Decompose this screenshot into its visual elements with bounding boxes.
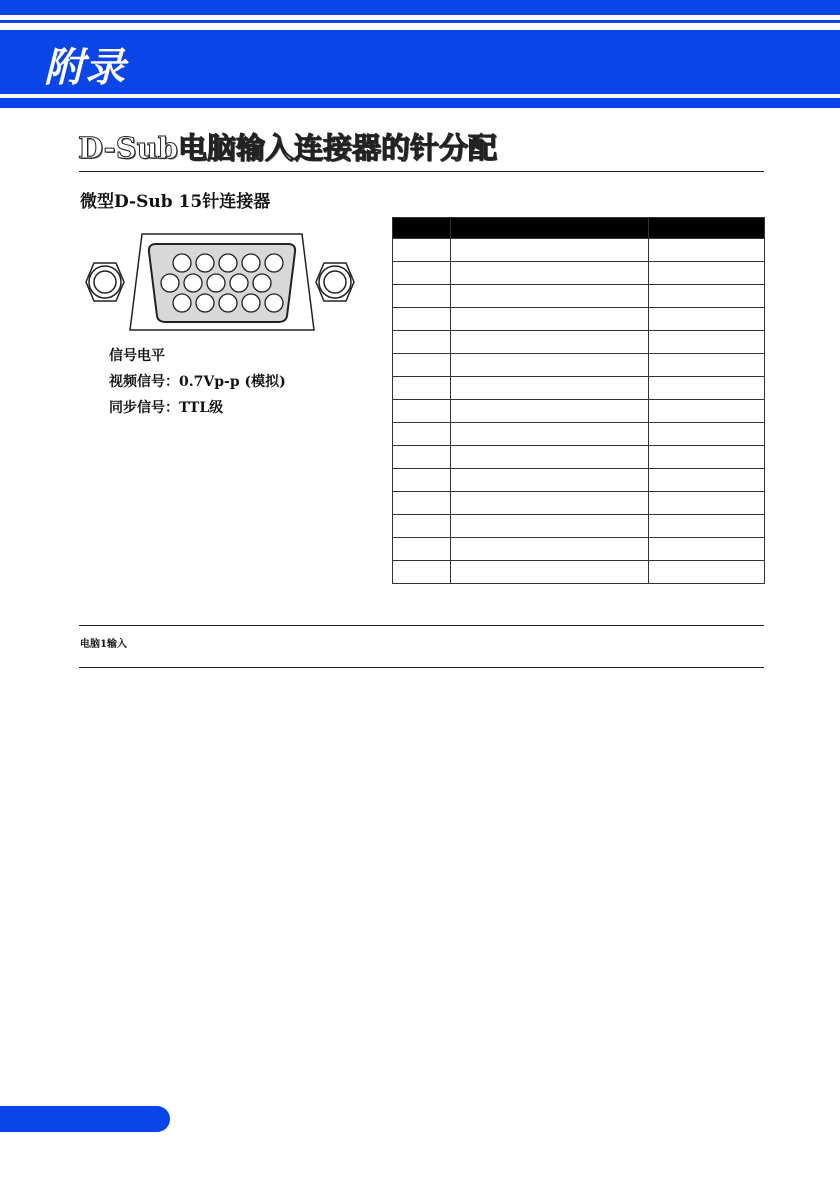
table-cell <box>393 469 451 492</box>
header-cell <box>451 218 649 239</box>
table-cell <box>451 400 649 423</box>
table-cell <box>451 446 649 469</box>
pin-hole <box>196 294 214 312</box>
table-row <box>393 400 765 423</box>
table-cell <box>649 331 765 354</box>
signal-level-heading: 信号电平 <box>109 348 165 364</box>
table-row <box>393 262 765 285</box>
table-row <box>393 308 765 331</box>
table-cell <box>649 515 765 538</box>
table-cell <box>393 446 451 469</box>
section-title: D-Sub电脑输入连接器的针分配 <box>78 131 498 165</box>
table-row <box>393 469 765 492</box>
pin-hole <box>196 254 214 272</box>
table-row <box>393 285 765 308</box>
table-cell <box>649 354 765 377</box>
table-cell <box>393 492 451 515</box>
table-cell <box>649 285 765 308</box>
pin-hole <box>230 274 248 292</box>
pin-assignment-table <box>392 217 765 584</box>
table-cell <box>393 331 451 354</box>
table-cell <box>393 561 451 584</box>
table-cell <box>451 515 649 538</box>
footnote-top-rule <box>79 625 764 626</box>
table-cell <box>393 262 451 285</box>
table-cell <box>393 285 451 308</box>
table-row <box>393 331 765 354</box>
table-cell <box>451 285 649 308</box>
table-row <box>393 446 765 469</box>
table-row <box>393 423 765 446</box>
pin-hole <box>173 254 191 272</box>
pin-hole <box>161 274 179 292</box>
table-cell <box>649 377 765 400</box>
table-cell <box>649 538 765 561</box>
header-thin-line <box>0 20 840 23</box>
connector-subtitle: 微型D-Sub 15针连接器 <box>80 192 271 212</box>
header-cell <box>649 218 765 239</box>
table-cell <box>451 469 649 492</box>
table-row <box>393 239 765 262</box>
table-cell <box>451 262 649 285</box>
signal-level-notes <box>109 343 286 421</box>
table-cell <box>451 308 649 331</box>
pin-hole <box>207 274 225 292</box>
sync-signal-text: 同步信号：TTL级 <box>109 400 224 416</box>
table-cell <box>451 354 649 377</box>
pin-hole <box>173 294 191 312</box>
table-cell <box>393 400 451 423</box>
pin-hole <box>219 294 237 312</box>
table-row <box>393 561 765 584</box>
table-cell <box>393 354 451 377</box>
chapter-title: 附录 <box>44 45 126 91</box>
table-cell <box>649 308 765 331</box>
table-row <box>393 538 765 561</box>
table-cell <box>649 492 765 515</box>
pin-hole <box>184 274 202 292</box>
table-cell <box>649 239 765 262</box>
table-cell <box>393 239 451 262</box>
pin-hole <box>265 294 283 312</box>
table-cell <box>451 492 649 515</box>
table-cell <box>451 423 649 446</box>
footnote-text: 电脑1输入 <box>80 639 127 650</box>
table-cell <box>451 239 649 262</box>
table-cell <box>451 331 649 354</box>
left-screw-hole <box>94 271 116 293</box>
table-cell <box>649 446 765 469</box>
table-cell <box>649 262 765 285</box>
pin-hole <box>253 274 271 292</box>
table-cell <box>393 515 451 538</box>
table-cell <box>451 561 649 584</box>
table-cell <box>393 377 451 400</box>
header-band <box>0 30 840 94</box>
table-row <box>393 354 765 377</box>
header-bottom-band <box>0 98 840 108</box>
table-row <box>393 515 765 538</box>
page-tab <box>0 1106 170 1132</box>
table-cell <box>451 377 649 400</box>
pin-hole <box>242 294 260 312</box>
header-top-band <box>0 0 840 15</box>
table-cell <box>649 469 765 492</box>
video-signal-text: 视频信号：0.7Vp-p (模拟) <box>109 374 286 390</box>
table-row <box>393 377 765 400</box>
pin-hole <box>265 254 283 272</box>
table-row <box>393 492 765 515</box>
pin-hole <box>242 254 260 272</box>
table-cell <box>649 561 765 584</box>
table-cell <box>393 423 451 446</box>
table-cell <box>451 538 649 561</box>
section-divider <box>79 171 764 172</box>
header-cell <box>393 218 451 239</box>
table-cell <box>393 538 451 561</box>
footnote-bottom-rule <box>79 667 764 668</box>
table-cell <box>649 423 765 446</box>
dsub-connector-diagram <box>78 228 378 336</box>
table-cell <box>393 308 451 331</box>
right-screw-hole <box>324 271 346 293</box>
table-header-row <box>393 218 765 239</box>
pin-hole <box>219 254 237 272</box>
table-cell <box>649 400 765 423</box>
